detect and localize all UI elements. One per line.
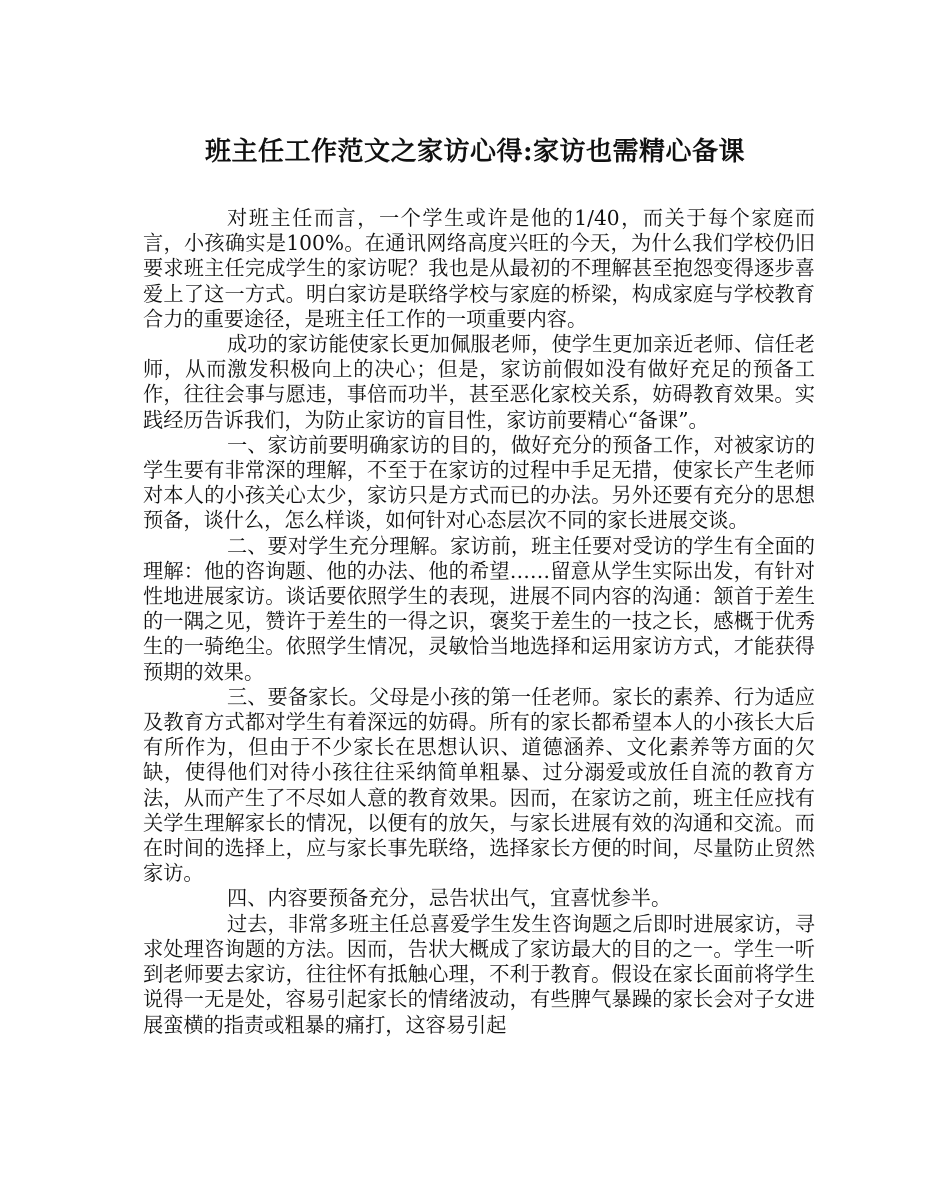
- paragraph-5: 三、要备家长。父母是小孩的第一任老师。家长的素养、行为适应及教育方式都对学生有着深远的妨碍。所有的家长都希望本人的小孩长大后有所作为，但由于不少家长在思想认识、道德涵养、文化素养等方面的欠缺，使得他们对待小孩往往采纳简单粗暴、过分溺爱或放任自流的教育方法，从而产生了不尽如人意的教育效果。因而，在家访之前，班主任应找有关学生理解家长的情况，以便有的放矢，与家长进展有效的沟通和交流。而在时间的选择上，应与家长事先联络，选择家长方便的时间，尽量防止贸然家访。: [143, 684, 815, 886]
- paragraph-3: 一、家访前要明确家访的目的，做好充分的预备工作，对被家访的学生要有非常深的理解，不至于在家访的过程中手足无措，使家长产生老师对本人的小孩关心太少，家访只是方式而已的办法。另外还要有充分的思想预备，谈什么，怎么样谈，如何针对心态层次不同的家长进展交谈。: [143, 432, 815, 533]
- document-title: 班主任工作范文之家访心得:家访也需精心备课: [204, 137, 746, 167]
- paragraph-2: 成功的家访能使家长更加佩服老师，使学生更加亲近老师、信任老师，从而激发积极向上的决心；但是，家访前假如没有做好充足的预备工作，往往会事与愿违，事倍而功半，甚至恶化家校关系，妨碍教育效果。实践经历告诉我们，为防止家访的盲目性，家访前要精心“备课”。: [143, 332, 815, 432]
- paragraph-6: 四、内容要预备充分，忌告状出气，宜喜忧参半。: [227, 886, 672, 911]
- document-body: [143, 206, 815, 1038]
- paragraph-1: 对班主任而言，一个学生或许是他的1/40，而关于每个家庭而言，小孩确实是100%。在通讯网络高度兴旺的今天，为什么我们学校仍旧要求班主任完成学生的家访呢？我也是从最初的不理解甚至抱怨变得逐步喜爱上了这一方式。明白家访是联络学校与家庭的桥梁，构成家庭与学校教育合力的重要途径，是班主任工作的一项重要内容。: [143, 206, 815, 331]
- paragraph-4: 二、要对学生充分理解。家访前，班主任要对受访的学生有全面的理解：他的咨询题、他的办法、他的希望……留意从学生实际出发，有针对性地进展家访。谈话要依照学生的表现，进展不同内容的沟通：颔首于差生的一隅之见，赞许于差生的一得之识，褒奖于差生的一技之长，感概于优秀生的一骑绝尘。依照学生情况，灵敏恰当地选择和运用家访方式，才能获得预期的效果。: [143, 533, 815, 684]
- paragraph-7: 过去，非常多班主任总喜爱学生发生咨询题之后即时进展家访，寻求处理咨询题的方法。因而，告状大概成了家访最大的目的之一。学生一听到老师要去家访，往往怀有抵触心理，不利于教育。假设在家长面前将学生说得一无是处，容易引起家长的情绪波动，有些脾气暴躁的家长会对子女进展蛮横的指责或粗暴的痛打，这容易引起: [143, 911, 815, 1037]
